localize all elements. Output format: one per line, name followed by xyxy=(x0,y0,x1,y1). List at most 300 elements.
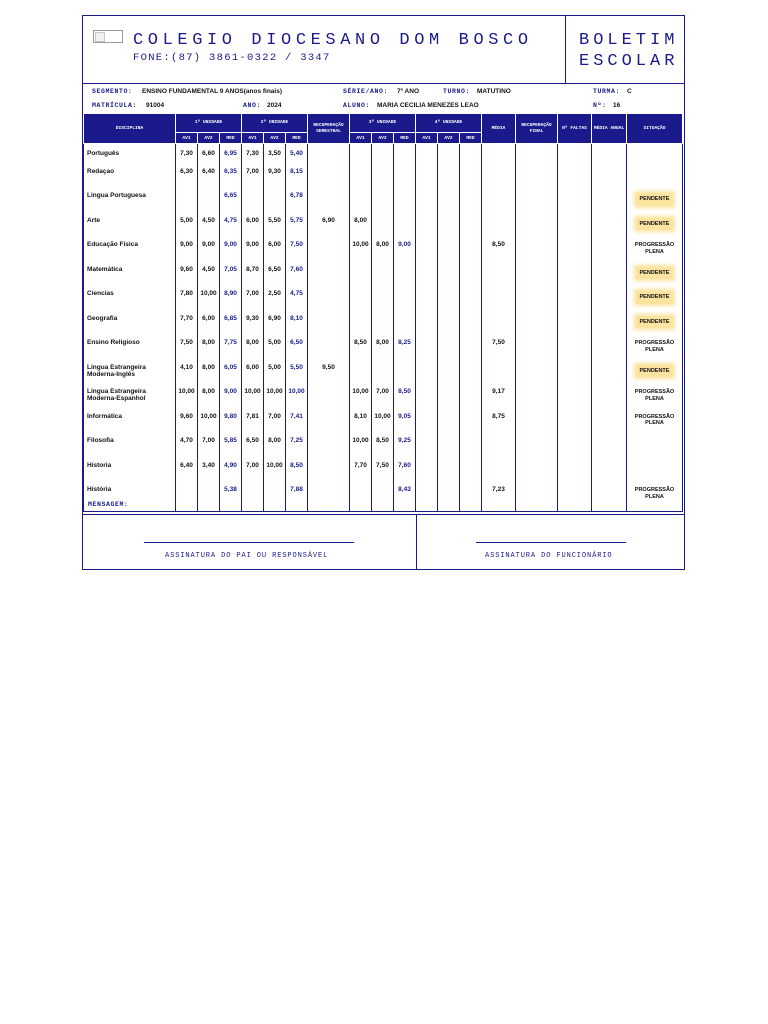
cell-med: 7,50 xyxy=(286,241,308,266)
cell-av1: 7,80 xyxy=(176,290,198,315)
col-unit-1: 1ª UNIDADE xyxy=(176,114,242,133)
ano-value: 2024 xyxy=(267,102,282,109)
status-text: PROGRESSÃO PLENA xyxy=(634,413,675,426)
status-text: PROGRESSÃO PLENA xyxy=(634,340,675,353)
cell-av1 xyxy=(416,266,438,291)
cell-av1 xyxy=(416,241,438,266)
cell-med: 4,75 xyxy=(286,290,308,315)
cell-situacao xyxy=(627,266,683,291)
cell-med: 6,50 xyxy=(286,339,308,364)
cell-med xyxy=(460,241,482,266)
turno-value: MATUTINO xyxy=(477,88,511,95)
cell-av1: 10,00 xyxy=(242,388,264,413)
staff-signature xyxy=(417,515,684,569)
cell-av2: 6,40 xyxy=(198,168,220,193)
cell-av1 xyxy=(416,437,438,462)
cell-av1 xyxy=(416,144,438,168)
school-phone: FONE:(87) 3861-0322 / 3347 xyxy=(133,52,331,64)
serie-label: SÉRIE/ANO: xyxy=(343,88,389,95)
staff-signature-line xyxy=(476,542,626,543)
cell-media-anual xyxy=(592,144,627,168)
status-text: PROGRESSÃO PLENA xyxy=(634,242,675,255)
cell-av2: 5,50 xyxy=(264,217,286,242)
cell-av1: 8,00 xyxy=(350,217,372,242)
cell-rec-final xyxy=(516,144,558,168)
cell-av1: 8,00 xyxy=(242,339,264,364)
doc-title-line2: ESCOLAR xyxy=(579,52,679,71)
cell-rec-semestral xyxy=(308,462,350,487)
cell-med xyxy=(460,290,482,315)
cell-av2 xyxy=(438,437,460,462)
cell-av2: 9,30 xyxy=(264,168,286,193)
table-row xyxy=(84,217,683,242)
cell-av2: 6,00 xyxy=(198,315,220,340)
cell-av1: 7,50 xyxy=(176,339,198,364)
cell-av1: 7,30 xyxy=(242,144,264,168)
cell-av2: 6,00 xyxy=(264,241,286,266)
cell-av2: 10,00 xyxy=(198,290,220,315)
mensagem-label: MENSAGEM: xyxy=(88,501,129,508)
cell-rec-final xyxy=(516,413,558,438)
cell-faltas xyxy=(558,266,592,291)
col-disciplina: DISCIPLINA xyxy=(84,114,176,144)
cell-av2 xyxy=(372,144,394,168)
cell-av2: 6,90 xyxy=(264,315,286,340)
cell-av2: 7,00 xyxy=(198,437,220,462)
cell-av2 xyxy=(264,192,286,217)
cell-faltas xyxy=(558,290,592,315)
cell-av2: 6,60 xyxy=(198,144,220,168)
cell-med xyxy=(460,413,482,438)
school-name: COLEGIO DIOCESANO DOM BOSCO xyxy=(133,31,533,50)
cell-rec-final xyxy=(516,168,558,193)
cell-media-anual xyxy=(592,315,627,340)
cell-med: 6,95 xyxy=(220,144,242,168)
parent-signature xyxy=(83,515,417,569)
cell-med: 9,80 xyxy=(220,413,242,438)
cell-av1: 10,00 xyxy=(350,437,372,462)
cell-media-anual xyxy=(592,168,627,193)
cell-media-anual xyxy=(592,388,627,413)
table-row xyxy=(84,144,683,168)
cell-disciplina: Informática xyxy=(84,413,176,438)
segmento-value: ENSINO FUNDAMENTAL 9 ANOS(anos finais) xyxy=(142,88,283,95)
cell-situacao xyxy=(627,364,683,389)
cell-med: 10,00 xyxy=(286,388,308,413)
cell-med: 5,85 xyxy=(220,437,242,462)
table-row xyxy=(84,437,683,462)
cell-av2 xyxy=(438,192,460,217)
cell-med: 9,25 xyxy=(394,437,416,462)
table-row xyxy=(84,315,683,340)
cell-av2 xyxy=(438,217,460,242)
cell-av1: 9,00 xyxy=(176,241,198,266)
numero-value: 16 xyxy=(613,102,621,109)
cell-faltas xyxy=(558,388,592,413)
cell-disciplina: Português xyxy=(84,144,176,168)
turno-label: TURNO: xyxy=(443,88,471,95)
table-row xyxy=(84,364,683,389)
cell-media-anual xyxy=(592,192,627,217)
cell-av1 xyxy=(350,290,372,315)
sub-med: MED xyxy=(286,133,308,144)
cell-med xyxy=(394,290,416,315)
parent-signature-line xyxy=(144,542,354,543)
cell-media xyxy=(482,315,516,340)
cell-med: 6,85 xyxy=(220,315,242,340)
cell-disciplina: Lingua Estrangeira Moderna-Espanhol xyxy=(84,388,176,413)
cell-av2 xyxy=(372,168,394,193)
cell-med: 4,75 xyxy=(220,217,242,242)
cell-rec-final xyxy=(516,217,558,242)
cell-faltas xyxy=(558,168,592,193)
cell-media-anual xyxy=(592,241,627,266)
cell-av2: 8,00 xyxy=(198,339,220,364)
cell-media xyxy=(482,192,516,217)
cell-av2: 7,50 xyxy=(372,462,394,487)
col-media: MÉDIA xyxy=(482,114,516,144)
cell-disciplina: Geografia xyxy=(84,315,176,340)
cell-situacao xyxy=(627,241,683,266)
cell-av1 xyxy=(416,413,438,438)
aluno-label: ALUNO: xyxy=(343,102,371,109)
cell-med xyxy=(460,462,482,487)
cell-av1: 6,40 xyxy=(176,462,198,487)
cell-med xyxy=(394,192,416,217)
cell-med xyxy=(460,315,482,340)
sub-med: MED xyxy=(394,133,416,144)
segmento-label: SEGMENTO: xyxy=(92,88,133,95)
cell-med: 8,25 xyxy=(394,339,416,364)
cell-av2: 3,50 xyxy=(264,144,286,168)
cell-faltas xyxy=(558,437,592,462)
cell-disciplina: Ensino Religioso xyxy=(84,339,176,364)
cell-rec-semestral xyxy=(308,192,350,217)
cell-av1: 4,70 xyxy=(176,437,198,462)
cell-med: 7,60 xyxy=(286,266,308,291)
cell-av2: 2,50 xyxy=(264,290,286,315)
cell-med: 8,50 xyxy=(286,462,308,487)
status-badge-pending: PENDENTE xyxy=(636,291,674,304)
cell-av2 xyxy=(438,144,460,168)
cell-med: 5,40 xyxy=(286,144,308,168)
cell-med: 9,00 xyxy=(220,388,242,413)
cell-rec-semestral xyxy=(308,266,350,291)
cell-av2 xyxy=(438,290,460,315)
cell-situacao xyxy=(627,192,683,217)
cell-med: 6,65 xyxy=(220,192,242,217)
cell-med: 8,15 xyxy=(286,168,308,193)
cell-med xyxy=(460,266,482,291)
cell-av1: 7,00 xyxy=(242,290,264,315)
cell-av2 xyxy=(438,168,460,193)
cell-situacao xyxy=(627,144,683,168)
numero-label: Nº: xyxy=(593,102,607,109)
table-row xyxy=(84,339,683,364)
report-header xyxy=(83,16,684,84)
cell-av1: 10,00 xyxy=(350,241,372,266)
cell-media xyxy=(482,217,516,242)
cell-rec-final xyxy=(516,290,558,315)
cell-situacao xyxy=(627,462,683,487)
grades-table xyxy=(83,113,683,512)
cell-av1: 7,81 xyxy=(242,413,264,438)
cell-situacao xyxy=(627,290,683,315)
cell-rec-semestral xyxy=(308,241,350,266)
cell-med xyxy=(394,315,416,340)
cell-med: 9,05 xyxy=(394,413,416,438)
cell-av1 xyxy=(416,364,438,389)
cell-av1: 9,00 xyxy=(242,241,264,266)
cell-rec-final xyxy=(516,364,558,389)
cell-av2: 3,40 xyxy=(198,462,220,487)
cell-av1 xyxy=(416,168,438,193)
cell-av2 xyxy=(438,339,460,364)
sub-av2: AV2 xyxy=(438,133,460,144)
cell-av1: 7,70 xyxy=(176,315,198,340)
status-badge-pending: PENDENTE xyxy=(636,316,674,329)
cell-media xyxy=(482,290,516,315)
doc-title-line1: BOLETIM xyxy=(579,31,679,50)
cell-media xyxy=(482,462,516,487)
cell-med xyxy=(394,217,416,242)
cell-media: 7,50 xyxy=(482,339,516,364)
cell-rec-semestral xyxy=(308,144,350,168)
cell-med: 8,10 xyxy=(286,315,308,340)
cell-av1: 5,00 xyxy=(176,217,198,242)
cell-media-anual xyxy=(592,290,627,315)
cell-av1: 8,70 xyxy=(242,266,264,291)
cell-media-anual xyxy=(592,266,627,291)
sub-av2: AV2 xyxy=(372,133,394,144)
cell-av1 xyxy=(176,192,198,217)
sub-med: MED xyxy=(220,133,242,144)
cell-rec-final xyxy=(516,192,558,217)
cell-av2: 8,00 xyxy=(372,339,394,364)
cell-av2 xyxy=(438,364,460,389)
cell-media: 7,23 xyxy=(482,486,516,511)
cell-disciplina: Historia xyxy=(84,462,176,487)
cell-av2 xyxy=(372,217,394,242)
cell-av2: 7,00 xyxy=(264,413,286,438)
cell-av1 xyxy=(416,388,438,413)
cell-med xyxy=(460,168,482,193)
cell-av2 xyxy=(438,462,460,487)
cell-av1 xyxy=(416,217,438,242)
aluno-value: MARIA CECILIA MENEZES LEAO xyxy=(377,102,479,109)
cell-media-anual xyxy=(592,217,627,242)
col-situacao: SITUAÇÃO xyxy=(627,114,683,144)
status-badge-pending: PENDENTE xyxy=(636,365,674,378)
cell-med: 6,35 xyxy=(220,168,242,193)
cell-rec-semestral xyxy=(308,388,350,413)
status-text: PROGRESSÃO PLENA xyxy=(634,389,675,402)
table-row xyxy=(84,192,683,217)
cell-av1: 4,10 xyxy=(176,364,198,389)
cell-rec-final xyxy=(516,241,558,266)
cell-med xyxy=(460,217,482,242)
cell-media: 9,17 xyxy=(482,388,516,413)
col-media-anual: MÉDIA ANUAL xyxy=(592,114,627,144)
cell-rec-final xyxy=(516,388,558,413)
cell-av1: 7,00 xyxy=(242,462,264,487)
cell-media: 8,50 xyxy=(482,241,516,266)
cell-av1 xyxy=(416,192,438,217)
cell-av2: 8,00 xyxy=(264,437,286,462)
sub-av1: AV1 xyxy=(176,133,198,144)
cell-av2: 10,00 xyxy=(372,413,394,438)
cell-med xyxy=(460,388,482,413)
cell-med: 8,90 xyxy=(220,290,242,315)
cell-av1: 9,60 xyxy=(176,266,198,291)
sub-av1: AV1 xyxy=(416,133,438,144)
col-faltas: Nº FALTAS xyxy=(558,114,592,144)
cell-media xyxy=(482,437,516,462)
table-row xyxy=(84,266,683,291)
cell-av1 xyxy=(350,364,372,389)
table-row xyxy=(84,388,683,413)
cell-av2: 7,00 xyxy=(372,388,394,413)
grades-body xyxy=(84,144,683,512)
cell-rec-final xyxy=(516,266,558,291)
cell-av1: 7,30 xyxy=(176,144,198,168)
cell-med: 7,75 xyxy=(220,339,242,364)
cell-med: 6,05 xyxy=(220,364,242,389)
cell-faltas xyxy=(558,217,592,242)
cell-med: 6,78 xyxy=(286,192,308,217)
cell-situacao xyxy=(627,388,683,413)
ano-label: ANO: xyxy=(243,102,262,109)
cell-av2: 8,50 xyxy=(372,437,394,462)
cell-med xyxy=(394,168,416,193)
cell-faltas xyxy=(558,144,592,168)
cell-med: 8,50 xyxy=(394,388,416,413)
cell-av1 xyxy=(416,462,438,487)
cell-av1: 8,10 xyxy=(350,413,372,438)
cell-av2: 8,00 xyxy=(372,241,394,266)
cell-av2 xyxy=(372,290,394,315)
status-badge-pending: PENDENTE xyxy=(636,218,674,231)
cell-disciplina: Lingua Portuguesa xyxy=(84,192,176,217)
col-unit-4: 4ª UNIDADE xyxy=(416,114,482,133)
cell-av2: 4,50 xyxy=(198,217,220,242)
cell-av1 xyxy=(350,192,372,217)
cell-media-anual xyxy=(592,364,627,389)
cell-med xyxy=(394,144,416,168)
turma-value: C xyxy=(627,88,632,95)
staff-signature-label: ASSINATURA DO FUNCIONÁRIO xyxy=(485,552,613,560)
cell-av2 xyxy=(372,192,394,217)
sub-av2: AV2 xyxy=(264,133,286,144)
matricula-value: 91004 xyxy=(146,102,165,109)
school-header xyxy=(83,16,566,83)
cell-med xyxy=(460,339,482,364)
cell-disciplina: Arte xyxy=(84,217,176,242)
cell-av1: 6,00 xyxy=(242,364,264,389)
cell-med xyxy=(394,266,416,291)
cell-rec-semestral xyxy=(308,339,350,364)
cell-faltas xyxy=(558,192,592,217)
cell-disciplina: Educação Física xyxy=(84,241,176,266)
cell-av1 xyxy=(242,192,264,217)
cell-av2: 10,00 xyxy=(264,388,286,413)
cell-av1 xyxy=(416,290,438,315)
col-unit-2: 2ª UNIDADE xyxy=(242,114,308,133)
turma-label: TURMA: xyxy=(593,88,621,95)
cell-av2: 10,00 xyxy=(264,462,286,487)
cell-av1: 6,00 xyxy=(242,217,264,242)
cell-media xyxy=(482,168,516,193)
cell-rec-semestral xyxy=(308,168,350,193)
cell-situacao xyxy=(627,413,683,438)
cell-rec-final xyxy=(516,462,558,487)
cell-av2 xyxy=(438,241,460,266)
sub-av1: AV1 xyxy=(350,133,372,144)
cell-med: 7,41 xyxy=(286,413,308,438)
cell-situacao xyxy=(627,437,683,462)
status-badge-pending: PENDENTE xyxy=(636,267,674,280)
cell-av2 xyxy=(372,364,394,389)
cell-situacao xyxy=(627,168,683,193)
cell-rec-semestral: 6,90 xyxy=(308,217,350,242)
table-row xyxy=(84,413,683,438)
parent-signature-label: ASSINATURA DO PAI OU RESPONSÁVEL xyxy=(165,552,329,560)
cell-rec-semestral: 9,50 xyxy=(308,364,350,389)
cell-rec-semestral xyxy=(308,290,350,315)
broken-image-icon xyxy=(93,30,123,43)
cell-media xyxy=(482,364,516,389)
cell-media-anual xyxy=(592,437,627,462)
cell-av1: 9,60 xyxy=(176,413,198,438)
cell-av1 xyxy=(350,144,372,168)
sub-med: MED xyxy=(460,133,482,144)
col-rec-final: RECUPERAÇÃO FINAL xyxy=(516,114,558,144)
cell-med: 7,60 xyxy=(394,462,416,487)
report-card xyxy=(82,15,685,570)
table-row xyxy=(84,168,683,193)
cell-av1 xyxy=(416,339,438,364)
cell-av2 xyxy=(198,192,220,217)
cell-media xyxy=(482,266,516,291)
cell-av1: 9,30 xyxy=(242,315,264,340)
cell-av2: 8,00 xyxy=(198,364,220,389)
cell-med xyxy=(460,144,482,168)
cell-faltas xyxy=(558,315,592,340)
cell-av1: 7,70 xyxy=(350,462,372,487)
serie-value: 7º ANO xyxy=(397,88,419,95)
cell-av2 xyxy=(438,266,460,291)
cell-rec-semestral xyxy=(308,437,350,462)
cell-av2 xyxy=(438,413,460,438)
cell-med: 7,88 xyxy=(286,486,308,511)
cell-av1: 10,00 xyxy=(176,388,198,413)
cell-disciplina: Matemática xyxy=(84,266,176,291)
matricula-label: MATRÍCULA: xyxy=(92,102,138,109)
cell-rec-semestral xyxy=(308,413,350,438)
cell-med: 5,75 xyxy=(286,217,308,242)
cell-med xyxy=(460,192,482,217)
cell-av2: 4,50 xyxy=(198,266,220,291)
cell-med: 7,05 xyxy=(220,266,242,291)
cell-situacao xyxy=(627,339,683,364)
cell-med: 5,38 xyxy=(220,486,242,511)
cell-situacao xyxy=(627,315,683,340)
status-text: PROGRESSÃO PLENA xyxy=(634,487,675,500)
cell-media: 8,75 xyxy=(482,413,516,438)
cell-av1 xyxy=(350,315,372,340)
cell-faltas xyxy=(558,413,592,438)
status-badge-pending: PENDENTE xyxy=(636,193,674,206)
